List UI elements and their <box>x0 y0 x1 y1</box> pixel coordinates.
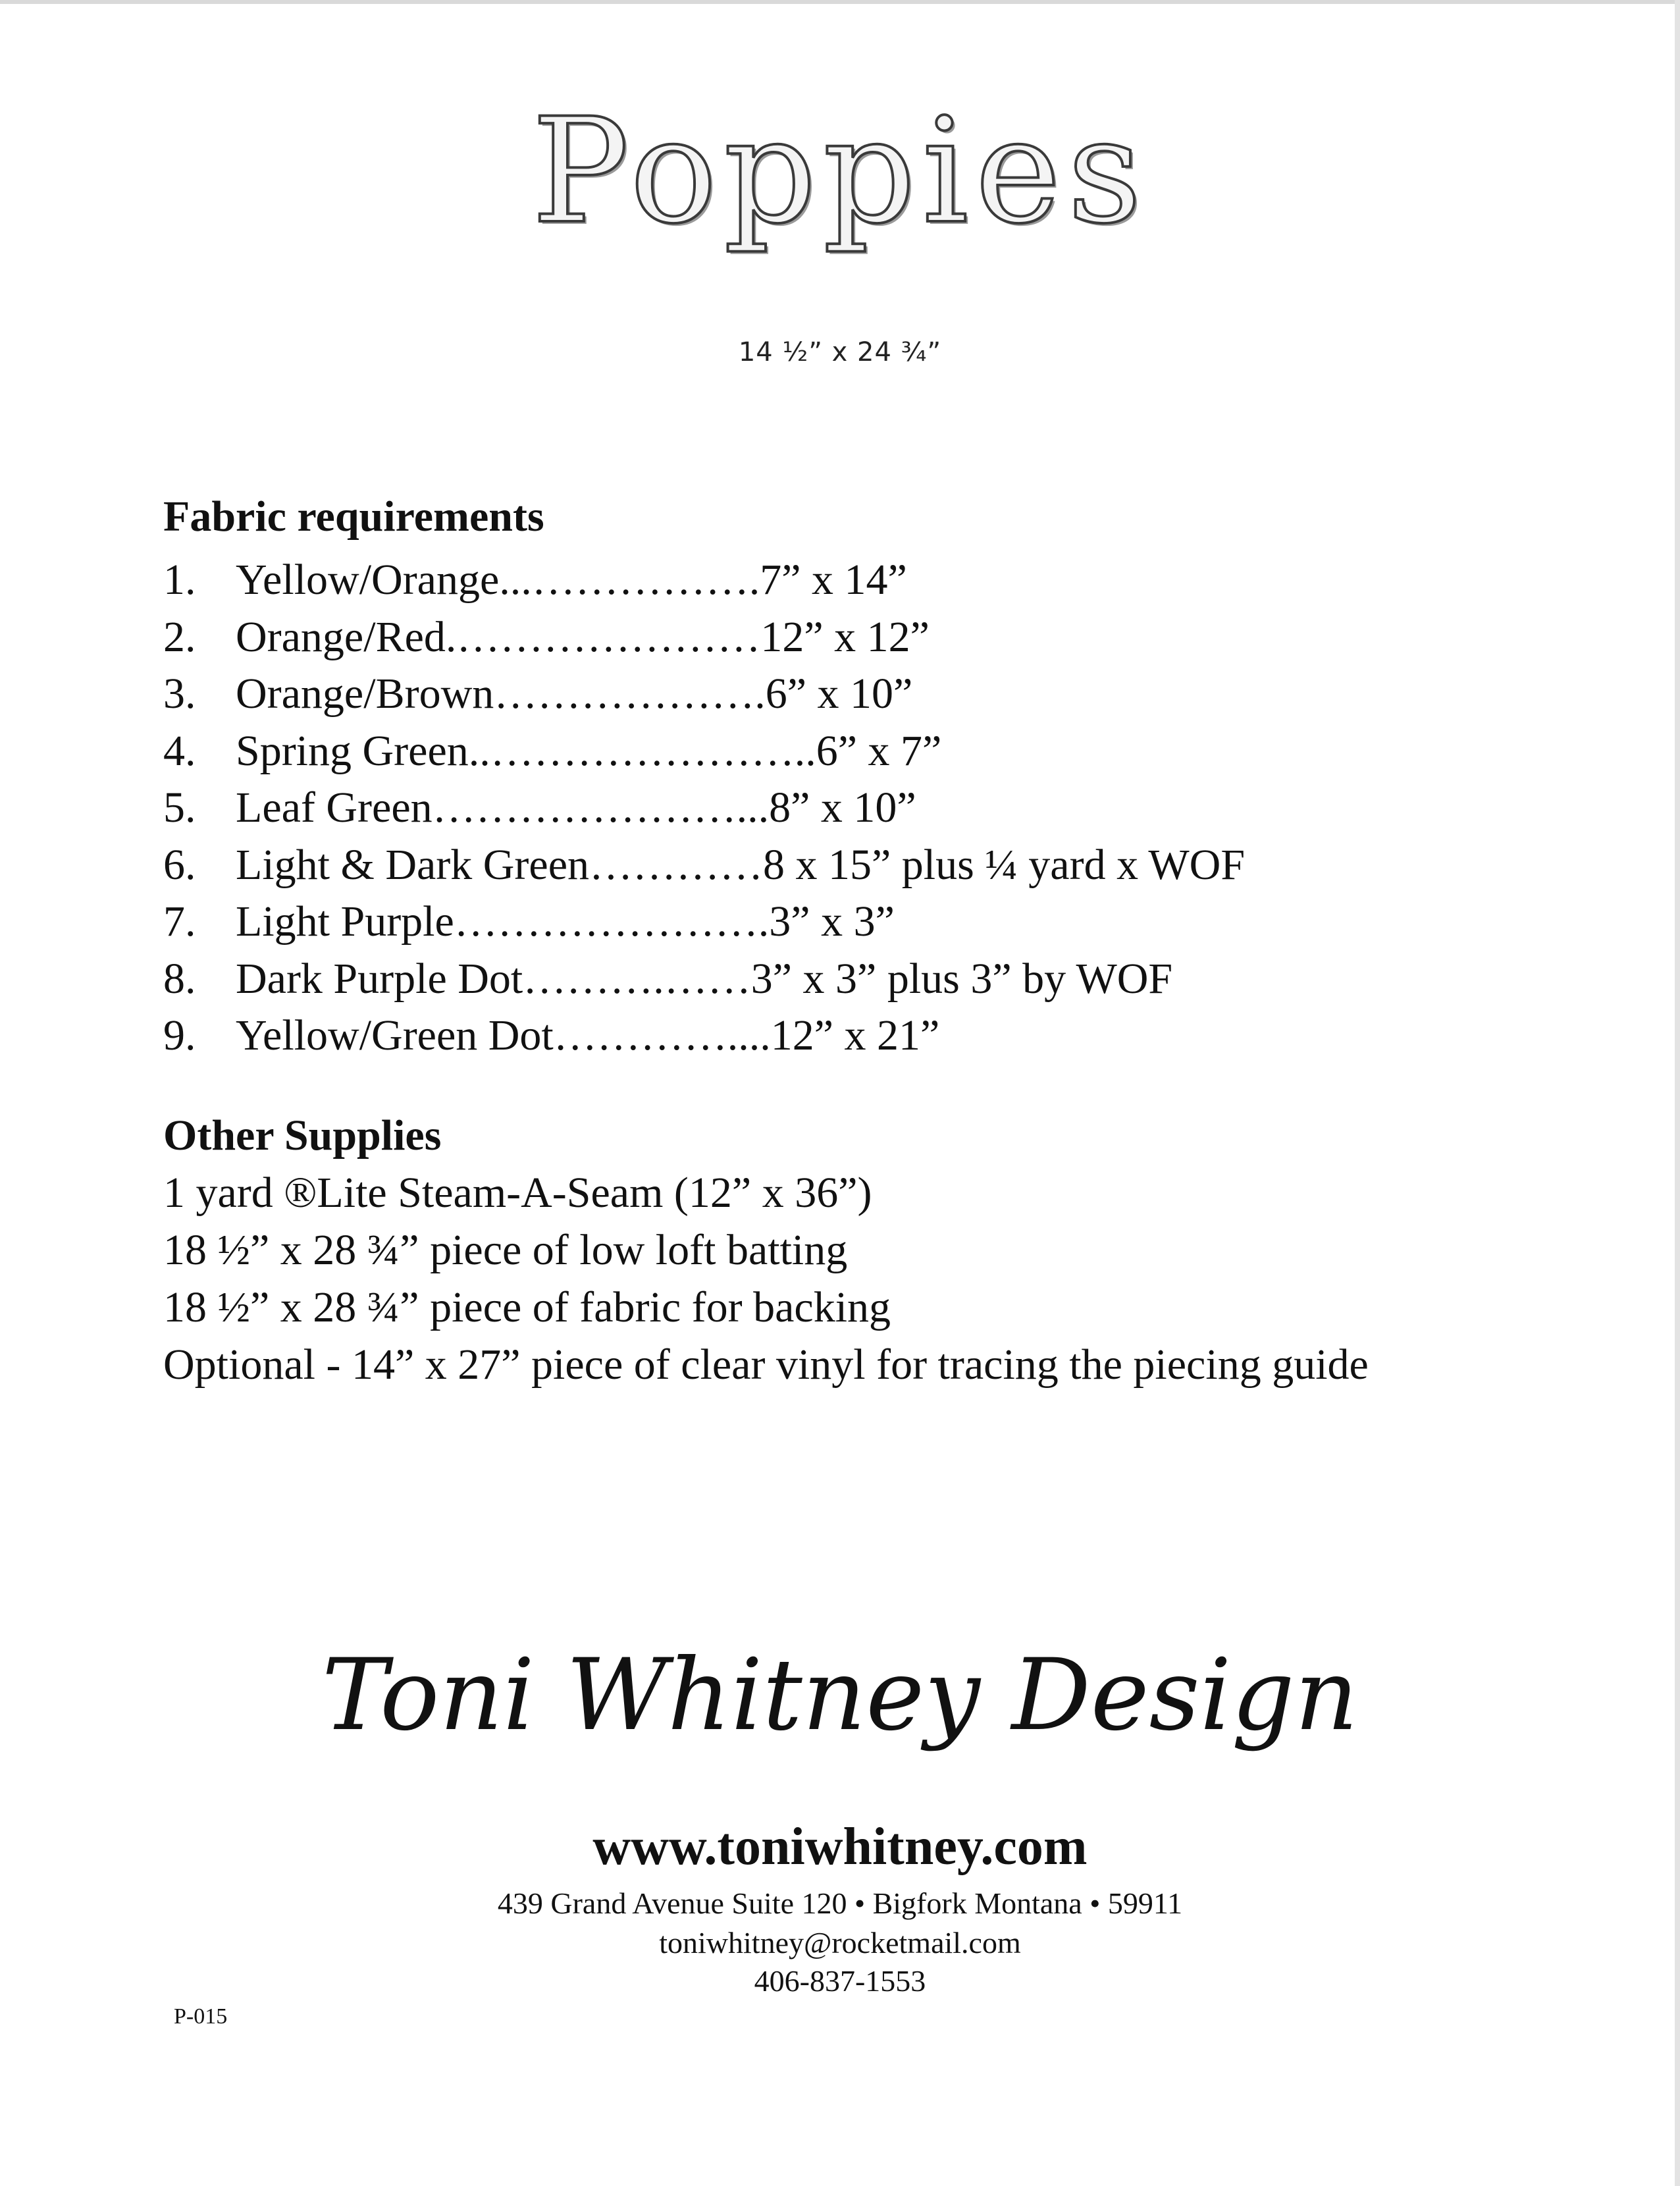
fabric-requirements-heading: Fabric requirements <box>163 493 544 541</box>
finished-size: 14 ½” x 24 ¾” <box>738 337 942 367</box>
fabric-item-number: 6. <box>163 840 196 889</box>
fabric-item-number: 4. <box>163 726 196 775</box>
fabric-item <box>163 837 1245 894</box>
supply-item: 18 ½” x 28 ¾” piece of low loft batting <box>163 1226 848 1274</box>
fabric-item-text: Yellow/Green Dot…………....12” x 21” <box>236 1011 940 1059</box>
brand-name: Toni Whitney Design <box>321 1638 1359 1753</box>
fabric-item-number: 2. <box>163 612 196 661</box>
mailing-address: 439 Grand Avenue Suite 120 • Bigfork Montana • 59911 <box>497 1886 1183 1920</box>
fabric-item-number: 5. <box>163 784 196 832</box>
fabric-item-number: 9. <box>163 1011 196 1059</box>
fabric-item-number: 8. <box>163 954 196 1003</box>
fabric-item-number: 3. <box>163 670 196 718</box>
fabric-item <box>163 552 1245 609</box>
fabric-item-text: Light Purple………………….3” x 3” <box>236 897 895 946</box>
supply-item: 18 ½” x 28 ¾” piece of fabric for backing <box>163 1283 891 1331</box>
fabric-item-text: Light & Dark Green…………8 x 15” plus ¼ yard x WOF <box>236 840 1246 889</box>
fabric-item <box>163 780 1245 837</box>
fabric-item <box>163 893 1245 951</box>
fabric-item-text: Dark Purple Dot……….……3” x 3” plus 3” by WOF <box>236 954 1173 1003</box>
fabric-item-text: Yellow/Orange...…………….7” x 14” <box>236 556 907 604</box>
fabric-item-text: Spring Green..…………………..6” x 7” <box>236 726 942 775</box>
supply-item: 1 yard ®Lite Steam-A-Seam (12” x 36”) <box>163 1169 872 1217</box>
fabric-item-text: Orange/Red.…………………12” x 12” <box>236 612 930 661</box>
fabric-item-number: 7. <box>163 897 196 946</box>
fabric-item <box>163 666 1245 723</box>
other-supplies-list <box>163 1164 1369 1393</box>
page-title: Poppies <box>531 87 1149 255</box>
fabric-item <box>163 951 1245 1008</box>
website-link[interactable]: www.toniwhitney.com <box>592 1818 1088 1876</box>
fabric-item-number: 1. <box>163 556 196 604</box>
other-supplies-heading: Other Supplies <box>163 1111 442 1160</box>
page-edge-top <box>0 0 1680 4</box>
email-address[interactable]: toniwhitney@rocketmail.com <box>659 1926 1021 1959</box>
fabric-item <box>163 609 1245 666</box>
supply-item: Optional - 14” x 27” piece of clear vinyl for tracing the piecing guide <box>163 1341 1369 1389</box>
pattern-code: P-015 <box>174 2004 228 2029</box>
fabric-requirements-list <box>163 552 1245 1065</box>
fabric-item-text: Leaf Green…………………...8” x 10” <box>236 784 916 832</box>
phone-number: 406-837-1553 <box>754 1964 926 1998</box>
fabric-item <box>163 1007 1245 1065</box>
fabric-item <box>163 723 1245 780</box>
fabric-item-text: Orange/Brown……………….6” x 10” <box>236 670 913 718</box>
